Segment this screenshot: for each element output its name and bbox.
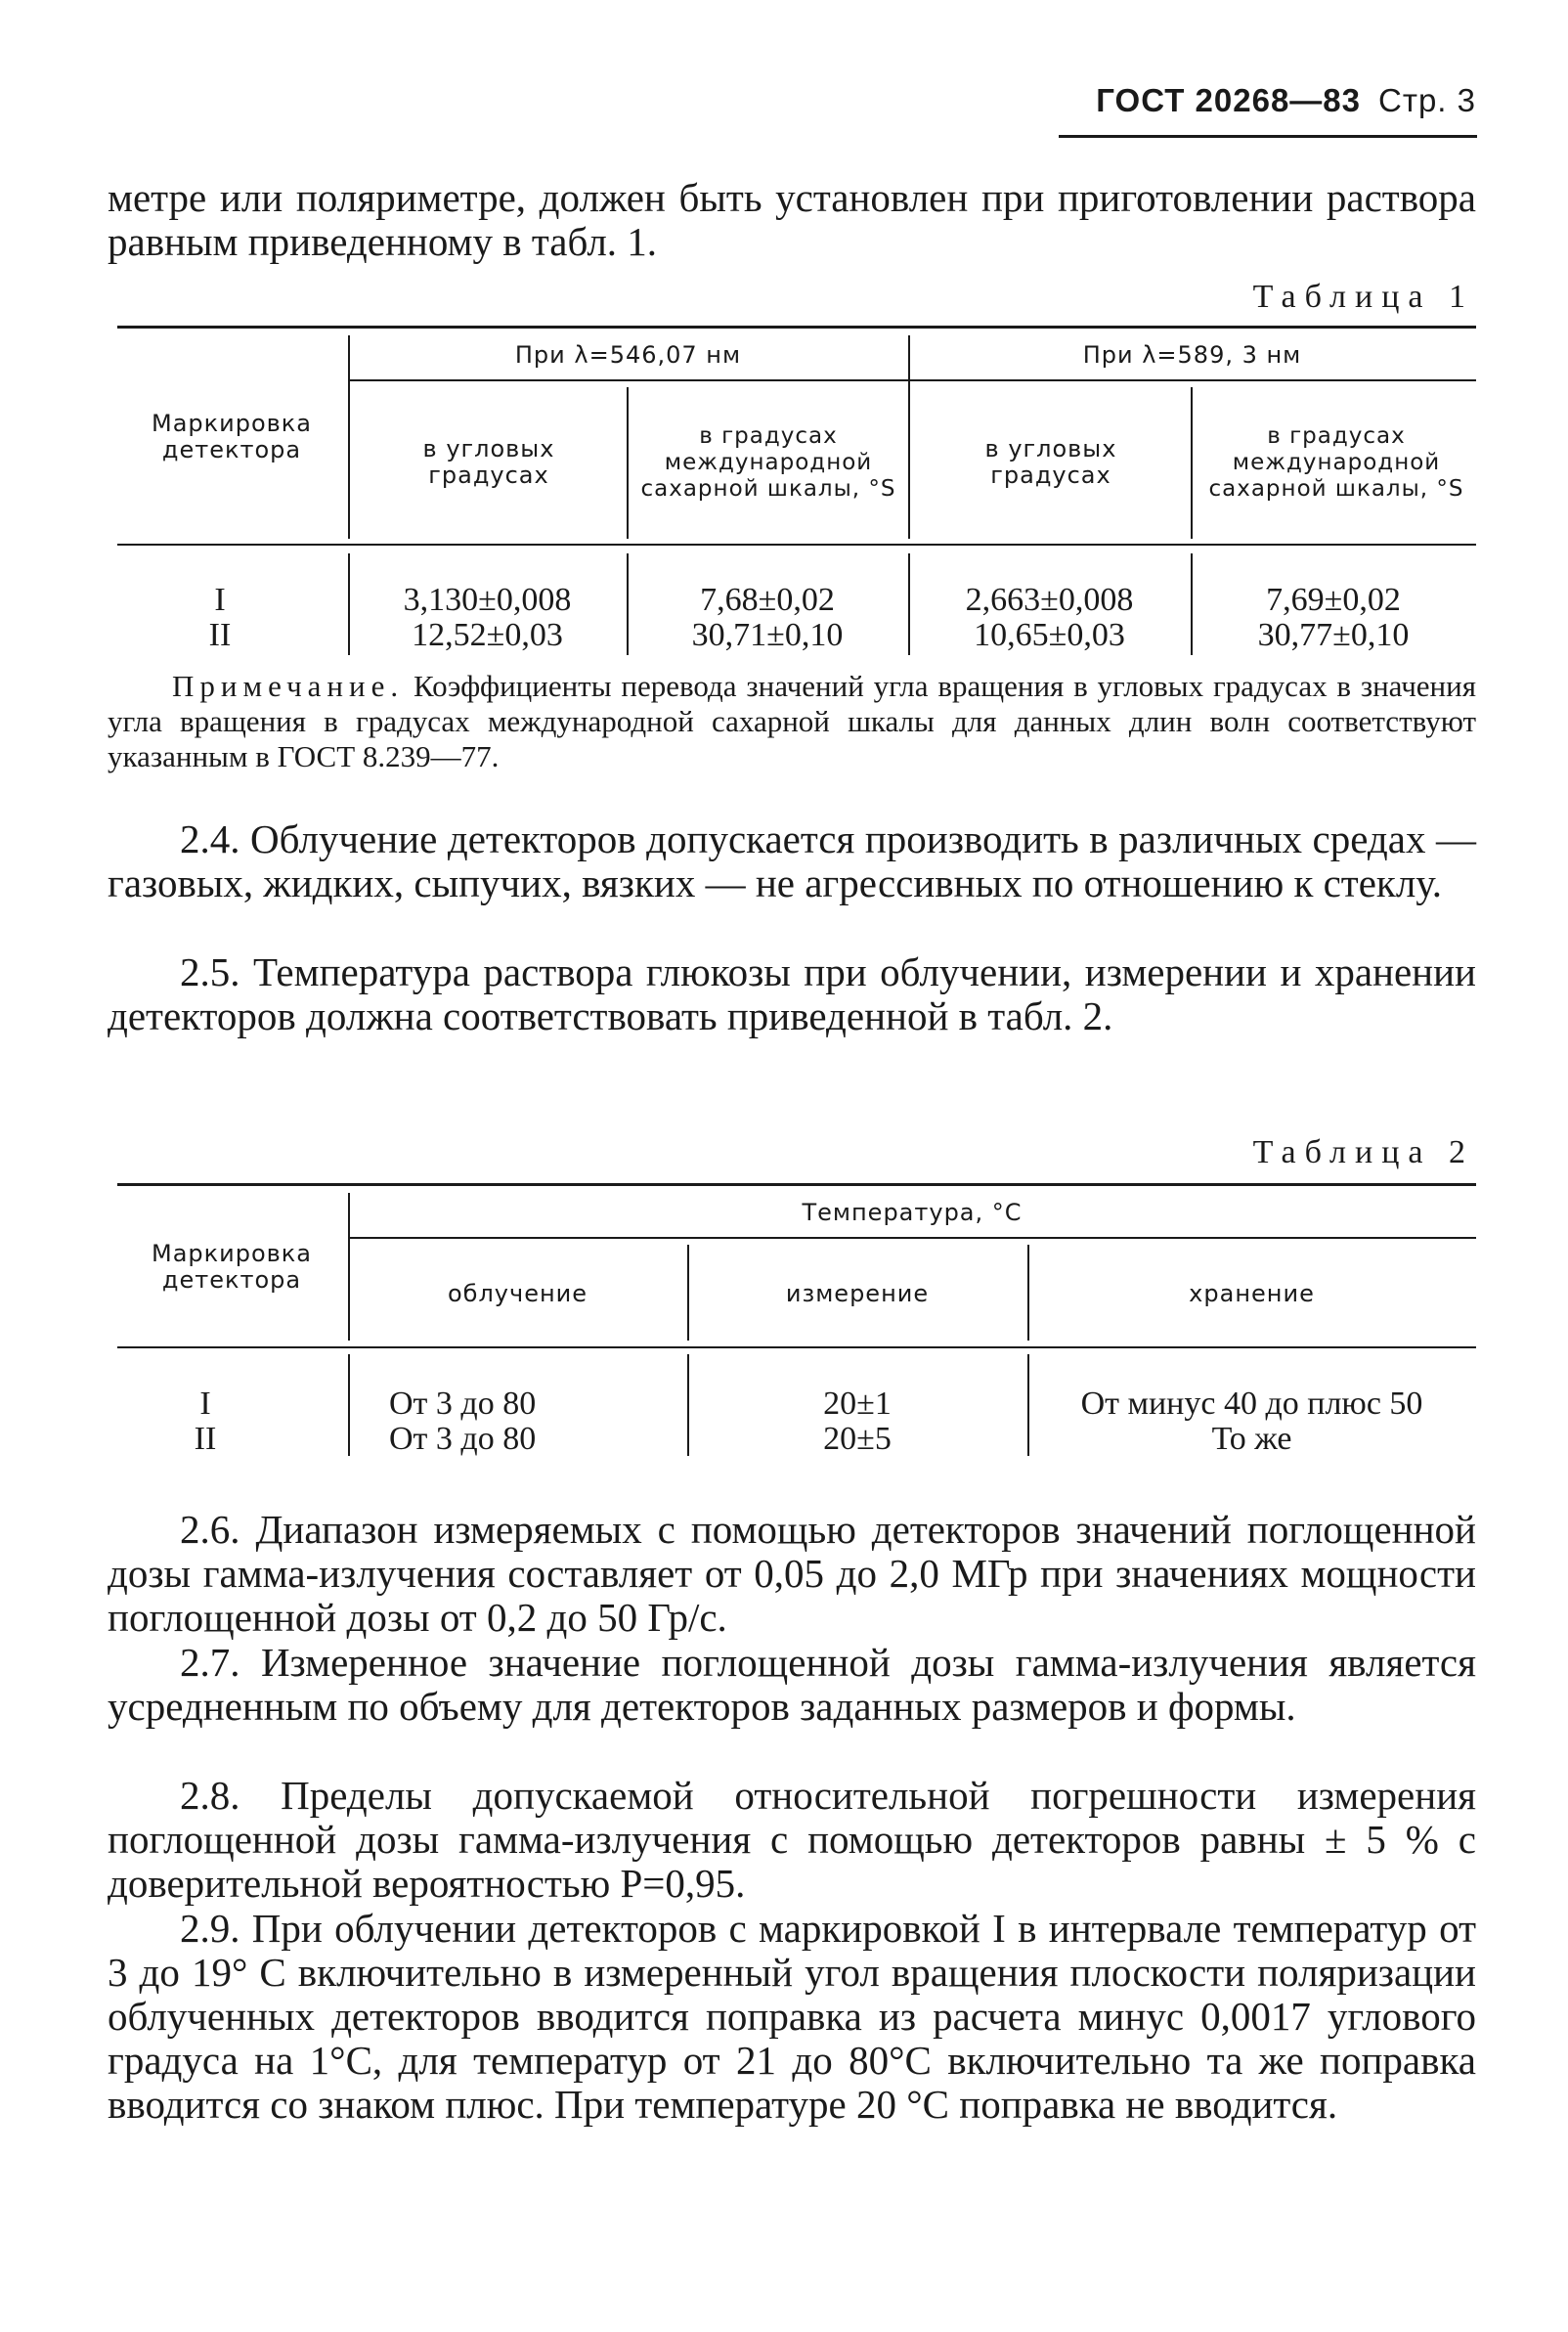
table1-value-cell: 7,69±0,02	[1266, 582, 1401, 618]
table1-marking-header: Маркировка детектора	[151, 410, 312, 463]
paragraph-2-5: 2.5. Температура раствора глюкозы при облучении, измерении и хранении детекторов должна соответствовать приведенной в табл. 2.	[108, 949, 1476, 1038]
paragraph-2-8: 2.8. Пределы допускаемой относительной погрешности измерения поглощенной дозы гамма-излучения с помощью детекторов равны ± 5 % с доверительной вероятностью P=0,95.	[108, 1773, 1476, 1906]
table2-value-cell: От 3 до 80	[389, 1386, 537, 1422]
standard-number: ГОСТ 20268—83	[1096, 82, 1361, 118]
paragraph-2-9: 2.9. При облучении детекторов с маркировкой I в интервале температур от 3 до 19° С включительно в измеренный угол вращения плоскости поляризации облученных детекторов вводится поправка из расчета минус 0,0017 углового градуса на 1°С, для температур от 21 до 80°С включительно та же поправка вводится со знаком плюс. При температуре 20 °С поправка не вводится.	[108, 1906, 1476, 2127]
page-number: Стр. 3	[1378, 82, 1476, 118]
intro-paragraph: метре или поляриметре, должен быть установлен при приготовлении раствора равным приведенному в табл. 1.	[108, 175, 1476, 264]
table2-value-cell: 20±5	[823, 1421, 892, 1457]
table1-top-rule	[117, 326, 1476, 329]
table2-group-header: Температура, °С	[802, 1198, 1023, 1226]
table2-value-cell: То же	[1211, 1421, 1292, 1457]
table1-value-cell: 12,52±0,03	[412, 617, 563, 653]
table1-caption: Таблица 1	[1252, 279, 1474, 315]
table2-header-rule	[117, 1346, 1476, 1348]
paragraph-2-7: 2.7. Измеренное значение поглощенной дозы гамма-излучения является усредненным по объему для детекторов заданных размеров и формы.	[108, 1640, 1476, 1729]
table1-note	[108, 669, 1476, 774]
table2-marking-cell: I	[199, 1386, 211, 1422]
table1-marking-cell: I	[214, 582, 226, 618]
table1-group-rule	[348, 379, 1476, 381]
table1-sub-header: в градусах международной сахарной шкалы, °S	[1208, 422, 1464, 502]
table1-value-cell: 30,77±0,10	[1257, 617, 1410, 653]
table2-caption: Таблица 2	[1252, 1134, 1474, 1170]
table2-value-cell: От минус 40 до плюс 50	[1080, 1386, 1423, 1422]
note-text: Коэффициенты перевода значений угла вращения в угловых градусах в значения угла вращения в градусах международной сахарной шкалы для данных длин волн соответствуют указанным в ГОСТ 8.239—77.	[108, 669, 1476, 773]
table1-sub-header: в угловых градусах	[984, 435, 1117, 489]
table1-value-cell: 7,68±0,02	[700, 582, 835, 618]
table2-group-rule	[348, 1237, 1476, 1239]
table1-value-cell: 30,71±0,10	[691, 617, 844, 653]
table2-value-cell: От 3 до 80	[389, 1421, 537, 1457]
table2-sub-header: хранение	[1189, 1279, 1315, 1307]
table1-header-rule	[117, 544, 1476, 546]
table1-group-header: При λ=546,07 нм	[514, 340, 742, 369]
table1-sub-header: в градусах международной сахарной шкалы, °S	[640, 422, 896, 502]
table2-sub-header: измерение	[785, 1279, 930, 1307]
table2-sub-header: облучение	[447, 1279, 588, 1307]
table2-top-rule	[117, 1183, 1476, 1186]
table1-value-cell: 2,663±0,008	[965, 582, 1134, 618]
header-rule	[1059, 135, 1477, 138]
table1-group-header: При λ=589, 3 нм	[1082, 340, 1302, 369]
table2-value-cell: 20±1	[823, 1386, 892, 1422]
page-header	[1056, 82, 1476, 119]
table2-marking-cell: II	[194, 1421, 217, 1457]
table1-value-cell: 10,65±0,03	[974, 617, 1125, 653]
paragraph-2-4: 2.4. Облучение детекторов допускается производить в различных средах — газовых, жидких, сыпучих, вязких — не агрессивных по отношению к стеклу.	[108, 816, 1476, 905]
note-label: Примечание.	[172, 669, 405, 703]
table1-value-cell: 3,130±0,008	[403, 582, 572, 618]
table2-marking-header: Маркировка детектора	[151, 1240, 312, 1294]
paragraph-2-6: 2.6. Диапазон измеряемых с помощью детекторов значений поглощенной дозы гамма-излучения составляет от 0,05 до 2,0 МГр при значениях мощности поглощенной дозы от 0,2 до 50 Гр/с.	[108, 1507, 1476, 1640]
table1-sub-header: в угловых градусах	[422, 435, 555, 489]
table1-marking-cell: II	[208, 617, 232, 653]
